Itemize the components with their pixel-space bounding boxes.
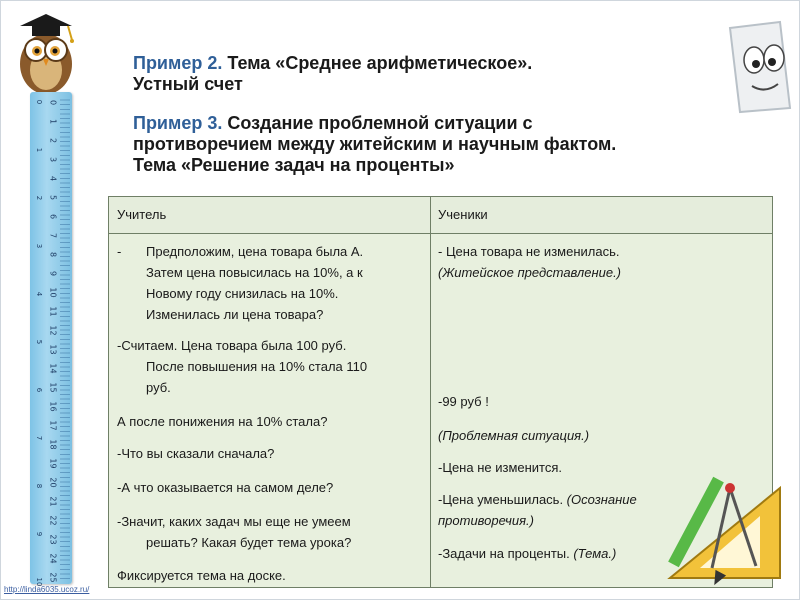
- ruler-number: 23: [48, 534, 58, 545]
- ruler-number: 20: [48, 477, 58, 488]
- example2-subtopic: Устный счет: [133, 74, 243, 94]
- teacher-line: -Что вы сказали сначала?: [117, 446, 275, 461]
- ruler: [30, 92, 72, 587]
- teacher-line: Новому году снизилась на 10%.: [146, 286, 339, 301]
- example2-heading: [133, 53, 532, 95]
- teacher-line: А после понижения на 10% стала?: [117, 414, 328, 429]
- header-students: Ученики: [438, 207, 488, 222]
- example2-label: Пример 2.: [133, 53, 223, 73]
- student-line: [438, 543, 616, 564]
- ruler-inch: 6: [35, 387, 43, 393]
- ruler-number: 16: [48, 401, 58, 412]
- ruler-inch: 9: [35, 531, 43, 537]
- teacher-line: руб.: [146, 380, 171, 395]
- header-teacher: Учитель: [117, 207, 167, 222]
- ruler-number: 4: [48, 175, 58, 182]
- ruler-number: 17: [48, 420, 58, 431]
- mascot-icon: [710, 8, 798, 118]
- teacher-line: Изменилась ли цена товара?: [146, 307, 324, 322]
- ruler-number: 22: [48, 515, 58, 526]
- student-text: -Цена уменьшилась.: [438, 492, 564, 507]
- student-note: (Осознание: [563, 492, 637, 507]
- ruler-number: 0: [48, 99, 58, 106]
- teacher-line: -Считаем. Цена товара была 100 руб.: [117, 338, 347, 353]
- ruler-number: 25: [48, 572, 58, 583]
- ruler-inch: 8: [35, 483, 43, 489]
- ruler-number: 18: [48, 439, 58, 450]
- ruler-number: 10: [48, 287, 58, 298]
- teacher-line: решать? Какая будет тема урока?: [146, 535, 352, 550]
- student-line: -Цена не изменится.: [438, 460, 563, 475]
- ruler-number: 2: [48, 137, 58, 144]
- ruler-inch: 3: [35, 243, 43, 249]
- ruler-number: 21: [48, 496, 58, 507]
- ruler-number: 24: [48, 553, 58, 564]
- student-line: [438, 489, 637, 510]
- ruler-number: 9: [48, 270, 58, 277]
- example3-line3: Тема «Решение задач на проценты»: [133, 155, 455, 175]
- example3-line2: противоречием между житейским и научным фактом.: [133, 134, 617, 154]
- ruler-number: 12: [48, 325, 58, 336]
- student-line: противоречия.): [438, 513, 534, 528]
- example2-topic: Тема «Среднее арифметическое».: [222, 53, 533, 73]
- teacher-line: -А что оказывается на самом деле?: [117, 480, 334, 495]
- ruler-number: 1: [48, 118, 58, 125]
- ruler-inch: 10: [35, 577, 43, 587]
- teacher-line: Предположим, цена товара была А.: [146, 244, 364, 259]
- student-line: -99 руб !: [438, 394, 489, 409]
- teacher-line: После повышения на 10% стала 110: [146, 359, 368, 374]
- ruler-inch: 7: [35, 435, 43, 441]
- ruler-number: 7: [48, 232, 58, 239]
- teacher-line: Затем цена повысилась на 10%, а к: [146, 265, 363, 280]
- student-line: - Цена товара не изменилась.: [438, 244, 620, 259]
- teacher-line: Фиксируется тема на доске.: [117, 568, 286, 583]
- ruler-inch: 5: [35, 339, 43, 345]
- student-line: (Проблемная ситуация.): [438, 428, 590, 443]
- column-divider: [430, 197, 431, 587]
- ruler-ticks: [60, 96, 70, 580]
- footer-link[interactable]: http://linda6035.ucoz.ru/: [4, 585, 90, 594]
- ruler-number: 8: [48, 251, 58, 258]
- example3-line1: Создание проблемной ситуации с: [222, 113, 533, 133]
- ruler-inch: 1: [35, 147, 43, 153]
- ruler-number: 13: [48, 344, 58, 355]
- ruler-number: 14: [48, 363, 58, 374]
- ruler-number: 5: [48, 194, 58, 201]
- student-note: (Тема.): [569, 546, 617, 561]
- ruler-number: 3: [48, 156, 58, 163]
- ruler-number: 6: [48, 213, 58, 220]
- example3-heading: [133, 113, 773, 176]
- ruler-inch: 0: [35, 99, 43, 105]
- example3-label: Пример 3.: [133, 113, 223, 133]
- ruler-number: 11: [48, 306, 58, 317]
- student-line: (Житейское представление.): [438, 265, 622, 280]
- ruler-number: 15: [48, 382, 58, 393]
- teacher-bullet: -: [117, 244, 122, 259]
- student-text: -Задачи на проценты.: [438, 546, 570, 561]
- ruler-inch: 4: [35, 291, 43, 297]
- table-header: [109, 197, 772, 234]
- ruler-inch: 2: [35, 195, 43, 201]
- teacher-line: -Значит, каких задач мы еще не умеем: [117, 514, 351, 529]
- drawing-tools-icon: [660, 468, 800, 590]
- owl-icon: [6, 4, 86, 100]
- ruler-number: 19: [48, 458, 58, 469]
